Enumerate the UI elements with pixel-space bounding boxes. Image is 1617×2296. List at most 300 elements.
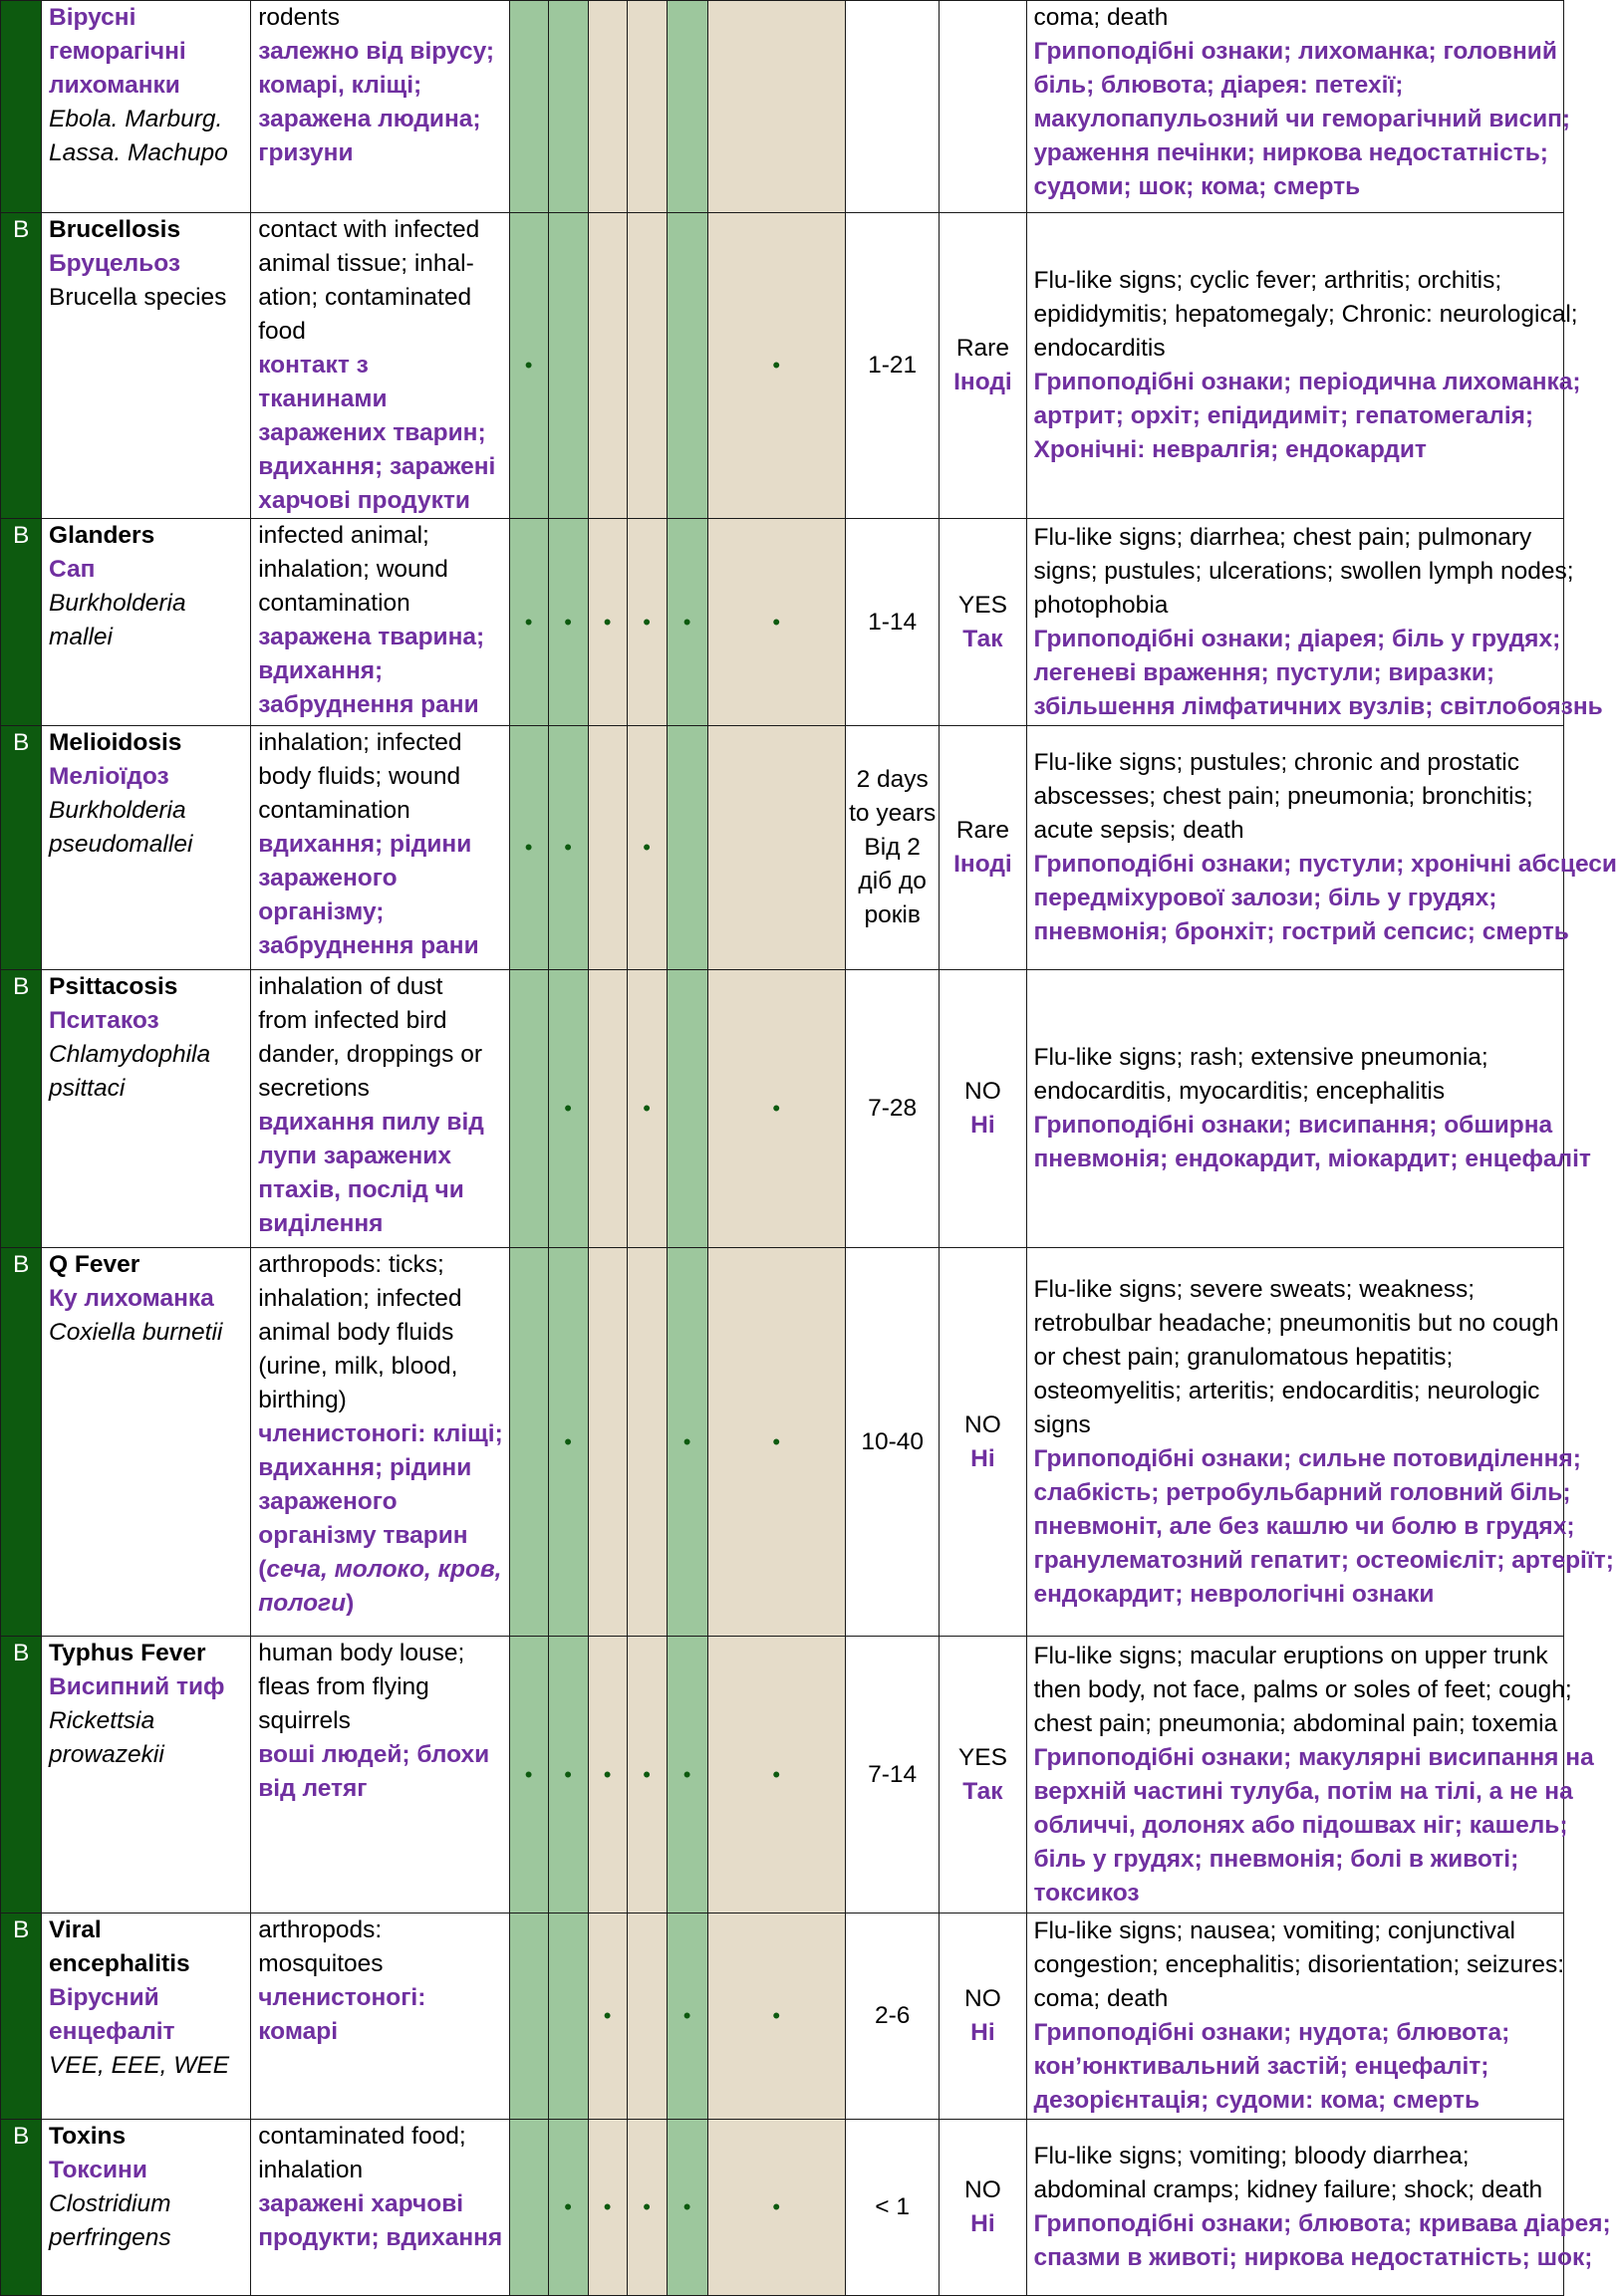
person-to-person-en: YES	[957, 1743, 1007, 1771]
transmission-en: human body louse;	[258, 1640, 465, 1666]
transmission-ua: комарі	[258, 2018, 339, 2045]
transmission-ua: заражена людина;	[258, 106, 481, 132]
transmission-ua: контакт з	[258, 352, 369, 379]
signs-en: Flu-like signs; diarrhea; chest pain; pulmonary	[1033, 523, 1532, 551]
transmission-en: birthing)	[258, 1387, 347, 1413]
vector-cell	[509, 1248, 548, 1637]
transmission-ua: забруднення рани	[258, 691, 479, 718]
disease-name-ua: геморагічні	[49, 38, 186, 65]
transmission-en: contaminated food;	[258, 2123, 466, 2150]
species-name: Burkholderia	[49, 590, 186, 617]
incubation-value: 7-14	[868, 1760, 918, 1788]
signs-ua: судоми; шок; кома; смерть	[1033, 173, 1361, 200]
incubation-cell	[846, 1, 940, 213]
signs-ua: пневмонія; бронхіт; гострий сепсис; смерть	[1033, 918, 1569, 945]
disease-name: Melioidosis	[49, 729, 182, 756]
transmission-en: food	[258, 318, 306, 345]
disease-cell	[42, 1248, 251, 1637]
signs-ua: токсикоз	[1033, 1879, 1140, 1907]
transmission-en: rodents	[258, 4, 340, 31]
transmission-ua: членистоногі: кліщі;	[258, 1420, 503, 1447]
vector-cell	[588, 2120, 627, 2296]
vector-cell	[548, 1, 588, 213]
signs-en: Flu-like signs; nausea; vomiting; conjunctival	[1033, 1917, 1515, 1944]
incubation-cell	[846, 1637, 940, 1913]
signs-ua: верхній частині тулуба, потім на тілі, а не на	[1033, 1777, 1573, 1805]
vector-cell	[548, 2120, 588, 2296]
disease-cell	[42, 519, 251, 726]
species-name: psittaci	[49, 1075, 126, 1102]
person-to-person-cell	[940, 970, 1026, 1248]
disease-name-ua: Ку лихоманка	[49, 1285, 214, 1312]
bullet-icon: •	[643, 1096, 651, 1121]
signs-en: chest pain; pneumonia; abdominal pain; toxemia	[1033, 1709, 1558, 1737]
species-name: Lassa. Machupo	[49, 139, 228, 166]
vector-cell	[627, 213, 667, 519]
transmission-ua-detail	[258, 1590, 354, 1617]
person-to-person-cell	[940, 519, 1026, 726]
disease-name-ua: лихоманки	[49, 72, 180, 99]
transmission-ua: вдихання; рідини	[258, 831, 472, 858]
disease-name: Glanders	[49, 522, 155, 549]
person-to-person-ua: Ні	[970, 2019, 995, 2046]
vector-cell	[667, 1913, 707, 2120]
incubation-cell	[846, 1248, 940, 1637]
vector-cell	[548, 726, 588, 970]
vector-cell	[548, 1913, 588, 2120]
signs-ua: Грипоподібні ознаки; сильне потовиділення;	[1033, 1444, 1581, 1472]
disease-name-ua: енцефаліт	[49, 2018, 175, 2045]
table-row	[1, 1637, 1564, 1913]
disease-cell	[42, 2120, 251, 2296]
bullet-icon: •	[682, 2194, 691, 2219]
disease-name-ua: Токсини	[49, 2157, 147, 2183]
vector-cell	[707, 726, 845, 970]
signs-en: Flu-like signs; macular eruptions on upper trunk	[1033, 1642, 1548, 1669]
category-cell	[1, 213, 42, 519]
disease-name-ua: Сап	[49, 556, 96, 583]
bullet-icon: •	[564, 1096, 572, 1121]
signs-en: osteomyelitis; arteritis; endocarditis; neurologic	[1033, 1377, 1540, 1404]
vector-cell	[667, 2120, 707, 2296]
vector-cell	[509, 1637, 548, 1913]
incubation-value: < 1	[875, 2193, 911, 2220]
transmission-ua: організму тварин	[258, 1522, 468, 1549]
signs-en: Flu-like signs; vomiting; bloody diarrhea;	[1033, 2143, 1470, 2169]
incubation-cell	[846, 2120, 940, 2296]
signs-en: coma; death	[1033, 4, 1169, 31]
transmission-ua: вдихання пилу від	[258, 1109, 484, 1136]
signs-ua: ендокардит; неврологічні ознаки	[1033, 1580, 1435, 1608]
vector-cell	[588, 1248, 627, 1637]
vector-cell	[627, 1637, 667, 1913]
category-cell	[1, 1913, 42, 2120]
signs-cell	[1026, 1913, 1564, 2120]
transmission-cell	[251, 519, 509, 726]
table-row	[1, 1, 1564, 213]
species-name: VEE, EEE, WEE	[49, 2052, 230, 2079]
transmission-ua: харчові продукти	[258, 487, 470, 514]
bullet-icon: •	[524, 835, 533, 860]
transmission-ua: тканинами	[258, 385, 388, 412]
signs-ua: передміхурової залози; біль у грудях;	[1033, 885, 1497, 911]
vector-cell	[548, 1637, 588, 1913]
disease-name-ua: Меліоїдоз	[49, 763, 169, 790]
vector-cell	[707, 1913, 845, 2120]
transmission-en: arthropods: ticks;	[258, 1251, 444, 1278]
signs-en: Flu-like signs; cyclic fever; arthritis; orchitis;	[1033, 267, 1502, 294]
person-to-person-ua: Ні	[970, 1444, 995, 1472]
disease-cell	[42, 1913, 251, 2120]
signs-ua: пневмонія; ендокардит, міокардит; енцефаліт	[1033, 1146, 1591, 1172]
transmission-ua: вдихання;	[258, 657, 384, 684]
vector-cell	[627, 2120, 667, 2296]
transmission-ua-detail	[258, 1556, 501, 1583]
transmission-en: body fluids; wound	[258, 763, 461, 790]
transmission-en: ation; contaminated	[258, 284, 472, 311]
category-cell	[1, 726, 42, 970]
transmission-ua: зараженого	[258, 1488, 398, 1515]
transmission-ua: лупи заражених	[258, 1143, 451, 1169]
signs-en: Flu-like signs; pustules; chronic and prostatic	[1033, 749, 1519, 776]
transmission-cell	[251, 1913, 509, 2120]
signs-ua: Грипоподібні ознаки; діарея; біль у грудях;	[1033, 625, 1561, 652]
person-to-person-cell	[940, 1637, 1026, 1913]
vector-cell	[548, 213, 588, 519]
vector-cell	[509, 726, 548, 970]
bullet-icon: •	[772, 353, 781, 378]
transmission-cell	[251, 970, 509, 1248]
species-name: Rickettsia	[49, 1707, 155, 1734]
category-cell	[1, 2120, 42, 2296]
incubation-value: років	[864, 901, 921, 928]
transmission-en: fleas from flying	[258, 1673, 429, 1700]
disease-cell	[42, 970, 251, 1248]
table-row	[1, 1913, 1564, 2120]
bullet-icon: •	[682, 1761, 691, 1787]
transmission-ua: заражені харчові	[258, 2190, 464, 2217]
transmission-en: inhalation; wound	[258, 556, 448, 583]
vector-cell	[627, 970, 667, 1248]
vector-cell	[707, 2120, 845, 2296]
transmission-cell	[251, 1248, 509, 1637]
species-name: mallei	[49, 624, 114, 650]
bullet-icon: •	[524, 609, 533, 635]
transmission-cell	[251, 1, 509, 213]
person-to-person-cell	[940, 1, 1026, 213]
transmission-ua: залежно від вірусу;	[258, 38, 495, 65]
signs-ua: спазми в животі; ниркова недостатність; шок;	[1033, 2244, 1593, 2271]
transmission-ua: воші людей; блохи	[258, 1741, 490, 1768]
signs-en: epididymitis; hepatomegaly; Chronic: neurological;	[1033, 301, 1578, 328]
paren-close: )	[346, 1590, 355, 1617]
signs-ua: Грипоподібні ознаки; лихоманка; головний	[1033, 38, 1557, 65]
disease-name-ua: Вірусні	[49, 4, 136, 31]
vector-cell	[707, 1, 845, 213]
signs-en: endocarditis	[1033, 335, 1166, 362]
table-body	[1, 1, 1617, 2296]
bullet-icon: •	[603, 2194, 612, 2219]
category-cell	[1, 1637, 42, 1913]
transmission-ua: вдихання; заражені	[258, 453, 496, 480]
transmission-ua: продукти; вдихання	[258, 2224, 503, 2251]
vector-cell	[627, 1248, 667, 1637]
bullet-icon: •	[772, 609, 781, 635]
signs-ua: Грипоподібні ознаки; нудота; блювота;	[1033, 2019, 1510, 2046]
signs-cell	[1026, 1, 1571, 213]
transmission-ua: від летяг	[258, 1775, 368, 1802]
incubation-value: Від 2	[864, 834, 921, 861]
table-row	[1, 213, 1564, 519]
transmission-en: arthropods:	[258, 1916, 383, 1943]
category-cell	[1, 1248, 42, 1637]
incubation-value: діб до	[858, 868, 927, 894]
table-row	[1, 970, 1564, 1248]
bullet-icon: •	[524, 353, 533, 378]
signs-ua: Грипоподібні ознаки; висипання; обширна	[1033, 1112, 1553, 1139]
person-to-person-en: NO	[964, 1410, 1001, 1438]
bullet-icon: •	[643, 609, 651, 635]
transmission-en: inhalation	[258, 2157, 364, 2183]
vector-cell	[588, 726, 627, 970]
person-to-person-en: Rare	[955, 335, 1009, 362]
signs-en: photophobia	[1033, 591, 1169, 619]
signs-ua: Грипоподібні ознаки; макулярні висипання на	[1033, 1743, 1594, 1771]
table-row	[1, 519, 1564, 726]
signs-ua: ураження печінки; ниркова недостатність;	[1033, 139, 1548, 166]
signs-en: endocarditis, myocarditis; encephalitis	[1033, 1078, 1446, 1105]
bullet-icon: •	[564, 2194, 572, 2219]
bullet-icon: •	[603, 1761, 612, 1787]
species-name: pseudomallei	[49, 831, 193, 858]
incubation-cell	[846, 970, 940, 1248]
vector-cell	[548, 1248, 588, 1637]
transmission-ua: птахів, послід чи	[258, 1176, 464, 1203]
signs-ua: кон’юнктивальний застій; енцефаліт;	[1033, 2053, 1489, 2080]
signs-cell	[1026, 2120, 1611, 2296]
disease-cell	[42, 213, 251, 519]
person-to-person-cell	[940, 213, 1026, 519]
signs-ua: Грипоподібні ознаки; пустули; хронічні абсцеси	[1033, 851, 1617, 878]
transmission-en: squirrels	[258, 1707, 351, 1734]
disease-name: Viral	[49, 1916, 102, 1943]
person-to-person-en: Rare	[955, 817, 1009, 844]
transmission-ua: забруднення рани	[258, 932, 479, 959]
person-to-person-en: NO	[964, 1078, 1001, 1105]
signs-en: signs	[1033, 1410, 1091, 1438]
transmission-ua-italic: пологи	[258, 1590, 347, 1617]
bullet-icon: •	[772, 1096, 781, 1121]
signs-cell	[1026, 726, 1617, 970]
person-to-person-cell	[940, 2120, 1026, 2296]
bullet-icon: •	[564, 1761, 572, 1787]
bullet-icon: •	[772, 2003, 781, 2028]
signs-ua: артрит; орхіт; епідидиміт; гепатомегалія;	[1033, 402, 1534, 429]
disease-name: Typhus Fever	[49, 1640, 206, 1666]
transmission-cell	[251, 1637, 509, 1913]
category-label: B	[13, 973, 30, 1000]
disease-cell	[42, 726, 251, 970]
bullet-icon: •	[643, 1761, 651, 1787]
table-row	[1, 726, 1564, 970]
person-to-person-en: YES	[957, 591, 1007, 619]
disease-name: Brucellosis	[49, 216, 181, 243]
signs-ua: Хронічні: невралгія; ендокардит	[1033, 436, 1427, 463]
vector-cell	[548, 970, 588, 1248]
bullet-icon: •	[772, 2194, 781, 2219]
signs-ua: легеневі враження; пустули; виразки;	[1033, 658, 1495, 686]
transmission-en: infected animal;	[258, 522, 429, 549]
person-to-person-ua: Іноді	[953, 369, 1012, 395]
transmission-ua: зараженого	[258, 865, 398, 892]
bullet-icon: •	[772, 1428, 781, 1454]
bullet-icon: •	[524, 1761, 533, 1787]
table-row	[1, 1248, 1564, 1637]
vector-cell	[509, 1913, 548, 2120]
bullet-icon: •	[603, 609, 612, 635]
signs-en: acute sepsis; death	[1033, 817, 1244, 844]
person-to-person-ua: Іноді	[953, 851, 1012, 878]
species-name: Clostridium	[49, 2190, 171, 2217]
species-name: Coxiella burnetii	[49, 1319, 223, 1346]
incubation-value: 10-40	[861, 1427, 924, 1455]
signs-en: retrobulbar headache; pneumonitis but no cough	[1033, 1309, 1559, 1337]
signs-en: then body, not face, palms or soles of feet; cough;	[1033, 1675, 1572, 1703]
disease-name: Toxins	[49, 2123, 127, 2150]
signs-en: Flu-like signs; severe sweats; weakness;	[1033, 1275, 1476, 1303]
signs-en: congestion; encephalitis; disorientation; seizures:	[1033, 1951, 1565, 1978]
bullet-icon: •	[682, 1428, 691, 1454]
person-to-person-ua: Так	[962, 625, 1003, 652]
vector-cell	[509, 970, 548, 1248]
incubation-value: to years	[849, 800, 937, 827]
vector-cell	[707, 213, 845, 519]
disease-name-ua: Висипний тиф	[49, 1673, 225, 1700]
category-cell	[1, 970, 42, 1248]
signs-ua: біль; блювота; діарея: петехії;	[1033, 72, 1404, 99]
signs-en: coma; death	[1033, 1985, 1169, 2012]
vector-cell	[588, 970, 627, 1248]
species-name: Brucella species	[49, 284, 227, 311]
transmission-en: (urine, milk, blood,	[258, 1353, 458, 1380]
category-cell	[1, 1, 42, 213]
bullet-icon: •	[564, 835, 572, 860]
incubation-value: 7-28	[868, 1095, 918, 1122]
transmission-ua: виділення	[258, 1210, 384, 1237]
transmission-en: dander, droppings or	[258, 1041, 482, 1068]
vector-cell	[588, 1637, 627, 1913]
person-to-person-ua: Так	[962, 1777, 1003, 1805]
person-to-person-en: NO	[964, 2176, 1001, 2203]
vector-cell	[627, 519, 667, 726]
signs-ua: слабкість; ретробульбарний головний біль;	[1033, 1478, 1571, 1506]
vector-cell	[667, 726, 707, 970]
signs-cell	[1026, 519, 1603, 726]
vector-cell	[588, 519, 627, 726]
transmission-cell	[251, 2120, 509, 2296]
disease-name-ua: Пситакоз	[49, 1007, 159, 1034]
transmission-ua: членистоногі:	[258, 1984, 426, 2011]
vector-cell	[627, 726, 667, 970]
vector-cell	[627, 1, 667, 213]
signs-en: abdominal cramps; kidney failure; shock; death	[1033, 2176, 1543, 2203]
bullet-icon: •	[643, 2194, 651, 2219]
incubation-value: 2-6	[874, 2002, 911, 2029]
person-to-person-cell	[940, 1913, 1026, 2120]
vector-cell	[667, 1637, 707, 1913]
transmission-en: animal body fluids	[258, 1319, 454, 1346]
person-to-person-cell	[940, 726, 1026, 970]
signs-ua: обличчі, долонях або підошвах ніг; кашель;	[1033, 1811, 1568, 1839]
category-label: B	[13, 522, 30, 549]
transmission-ua: гризуни	[258, 139, 354, 166]
signs-ua: Грипоподібні ознаки; блювота; кривава діарея;	[1033, 2210, 1611, 2237]
person-to-person-en: NO	[964, 1985, 1001, 2012]
paren-open: (	[258, 1556, 267, 1583]
vector-cell	[667, 1, 707, 213]
incubation-cell	[846, 1913, 940, 2120]
transmission-ua: комарі, кліщі;	[258, 72, 422, 99]
signs-cell	[1026, 1637, 1594, 1913]
transmission-en: mosquitoes	[258, 1950, 384, 1977]
transmission-en: inhalation; infected	[258, 1285, 462, 1312]
vector-cell	[667, 1248, 707, 1637]
signs-cell	[1026, 970, 1591, 1248]
transmission-ua: заражена тварина;	[258, 624, 485, 650]
incubation-value: 1-21	[868, 352, 918, 379]
species-name: Burkholderia	[49, 797, 186, 824]
disease-name: Psittacosis	[49, 973, 178, 1000]
bullet-icon: •	[772, 1761, 781, 1787]
signs-ua: пневмоніт, але без кашлю чи болю в грудях;	[1033, 1512, 1575, 1540]
transmission-en: inhalation of dust	[258, 973, 443, 1000]
category-label: B	[13, 216, 30, 243]
disease-name-ua: Вірусний	[49, 1984, 159, 2011]
vector-cell	[509, 2120, 548, 2296]
signs-ua: гранулематозний гепатит; остеомієліт; артеріїт;	[1033, 1546, 1614, 1574]
disease-cell	[42, 1, 251, 213]
signs-en: or chest pain; granulomatous hepatitis;	[1033, 1343, 1454, 1371]
transmission-en: contact with infected	[258, 216, 480, 243]
vector-cell	[707, 1248, 845, 1637]
vector-cell	[627, 1913, 667, 2120]
signs-en: abscesses; chest pain; pneumonia; bronchitis;	[1033, 783, 1533, 810]
bullet-icon: •	[682, 2003, 691, 2028]
category-label: B	[13, 1916, 30, 1943]
incubation-cell	[846, 213, 940, 519]
disease-name-ua: Бруцельоз	[49, 250, 181, 277]
transmission-en: from infected bird	[258, 1007, 447, 1034]
signs-ua: дезорієнтація; судоми: кома; смерть	[1033, 2087, 1481, 2114]
person-to-person-ua: Ні	[970, 1112, 995, 1139]
table-row	[1, 2120, 1564, 2296]
disease-name: encephalitis	[49, 1950, 190, 1977]
incubation-cell	[846, 519, 940, 726]
vector-cell	[588, 1, 627, 213]
category-label: B	[13, 1640, 30, 1666]
transmission-ua-italic: сеча, молоко, кров,	[266, 1556, 502, 1583]
bullet-icon: •	[564, 1428, 572, 1454]
disease-cell	[42, 1637, 251, 1913]
vector-cell	[707, 970, 845, 1248]
vector-cell	[548, 519, 588, 726]
disease-name: Q Fever	[49, 1251, 140, 1278]
person-to-person-ua: Ні	[970, 2210, 995, 2237]
transmission-en: inhalation; infected	[258, 729, 462, 756]
vector-cell	[667, 519, 707, 726]
transmission-en: secretions	[258, 1075, 370, 1102]
vector-cell	[707, 1637, 845, 1913]
